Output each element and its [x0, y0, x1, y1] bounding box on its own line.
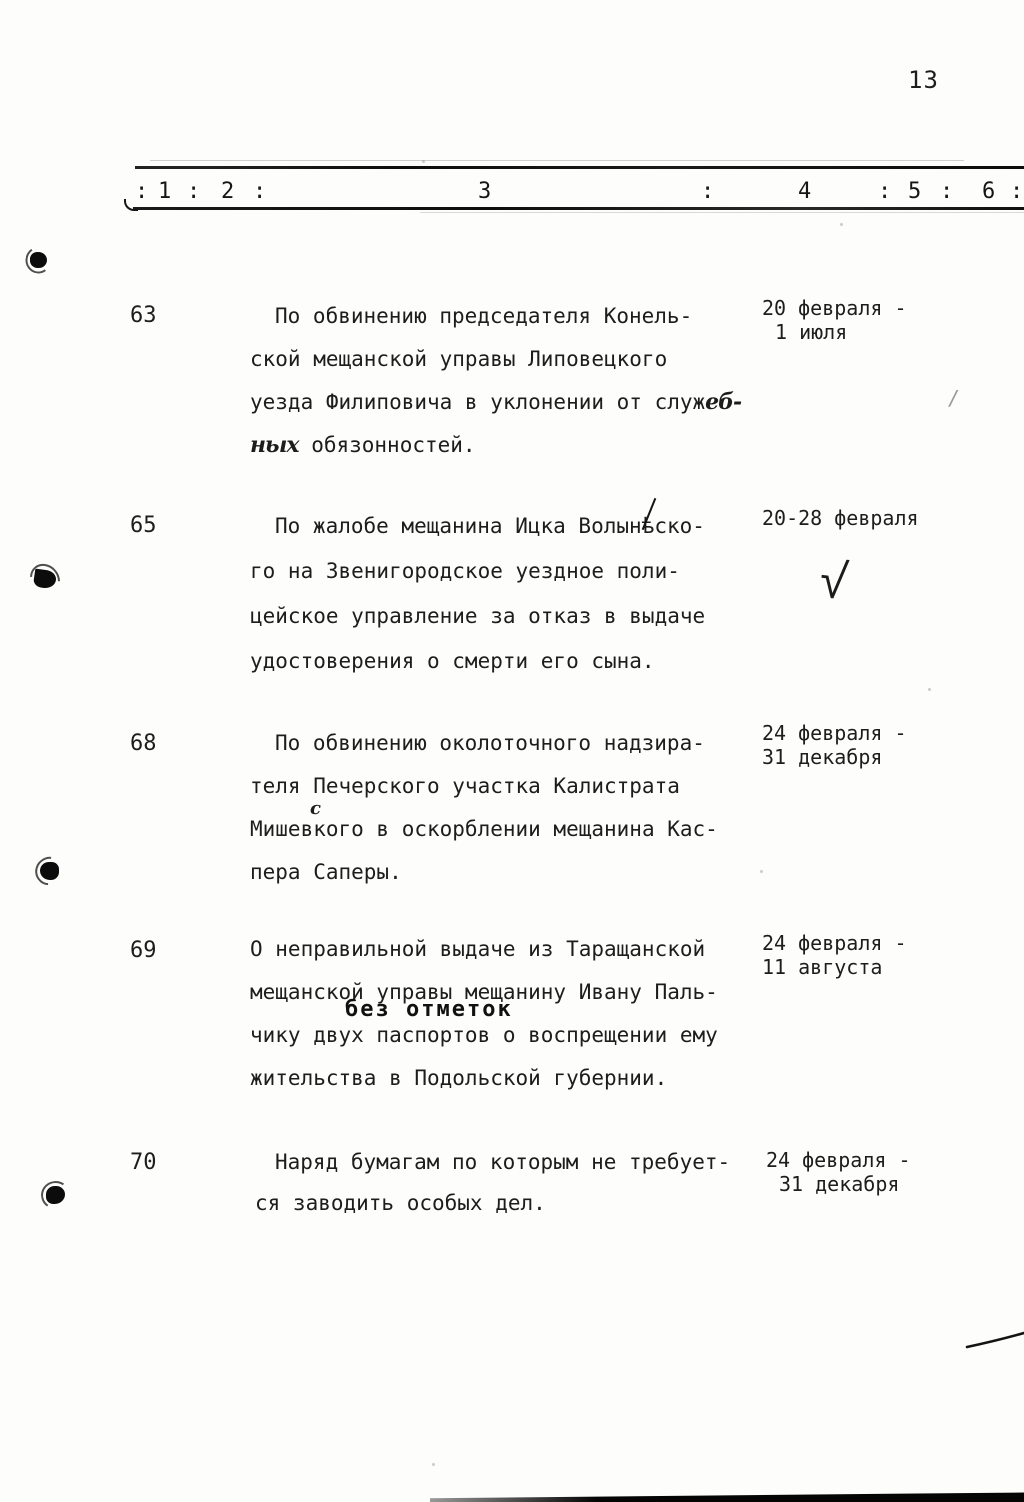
- entry-65-number: 65: [130, 513, 157, 538]
- entry-65-date: 20-28 февраля: [762, 506, 919, 530]
- entry-70-text: [250, 1142, 730, 1224]
- entry-63-line4: ных обязонностей.: [250, 432, 476, 458]
- entry-65-line3: цейское управление за отказ в выдаче: [250, 604, 706, 628]
- entry-69-dates: [762, 931, 962, 979]
- header-col-2: 2: [221, 179, 235, 204]
- entry-63-date-start: 20 февраля -: [762, 296, 907, 320]
- entry-69-line4: жительства в Подольской губернии.: [250, 1066, 668, 1090]
- entry-63-text: [250, 295, 742, 467]
- entry-68-line3: Мишев с кого в оскорблении мещанина Кас-: [250, 808, 730, 851]
- entry-63-date-end: 1 июля: [775, 320, 848, 344]
- header-colon: :: [253, 179, 267, 204]
- entry-70-date-end: 31 декабря: [779, 1172, 900, 1196]
- entry-65-line2: го на Звенигородское уездное поли-: [250, 559, 680, 583]
- table-bottom-rule-ghost: [420, 212, 1024, 213]
- ink-blot: [30, 252, 47, 268]
- scan-speck: [840, 223, 843, 226]
- entry-65-line1: По жалобе мещанина Ицка Волынѣ ско-: [250, 504, 730, 549]
- entry-63-line2: ской мещанской управы Липовецкого: [250, 347, 668, 371]
- entry-69-line2: мещанской управы мещанину Ивану Паль-: [250, 980, 718, 1004]
- entry-68-line1: По обвинению околоточного надзира-: [275, 731, 705, 755]
- entry-68-dates: [762, 721, 962, 769]
- header-colon: :: [135, 179, 149, 204]
- page-number: 13: [908, 66, 939, 94]
- header-col-1: 1: [158, 179, 172, 204]
- header-colon: :: [701, 179, 715, 204]
- ink-blot: [40, 862, 59, 880]
- struck-letter: ѣ: [642, 504, 655, 549]
- entry-65-dates: [762, 506, 962, 530]
- ink-blot: [46, 1186, 65, 1204]
- table-top-rule-ghost: [150, 160, 964, 161]
- entry-68-line2: теля Печерского участка Калистрата: [250, 774, 680, 798]
- checkmark: √: [817, 550, 851, 612]
- entry-68-date-end: 31 декабря: [762, 745, 883, 769]
- entry-68-date-start: 24 февраля -: [762, 721, 907, 745]
- header-col-4: 4: [798, 179, 812, 204]
- scan-edge-strip: [430, 1492, 1024, 1502]
- header-colon: :: [940, 179, 954, 204]
- entry-70-line1: Наряд бумагам по которым не требует-: [275, 1150, 731, 1174]
- entry-63-line1: По обвинению председателя Конель-: [275, 304, 693, 328]
- entry-69-date-end: 11 августа: [762, 955, 883, 979]
- header-colon: :: [1010, 179, 1024, 204]
- header-colon: :: [187, 179, 201, 204]
- entry-63-line3: уезда Филиповича в уклонении от служеб-: [250, 389, 742, 415]
- entry-70-line2: ся заводить особых дел.: [255, 1191, 546, 1215]
- scan-speck: [928, 688, 931, 691]
- entry-70-date-start: 24 февраля -: [766, 1148, 911, 1172]
- table-top-rule: [135, 166, 1024, 169]
- scan-speck: [432, 1463, 435, 1466]
- handwritten-insert-letter: с: [310, 798, 321, 819]
- entry-63-dates: [762, 296, 962, 344]
- entry-63-number: 63: [130, 303, 157, 328]
- entry-68-number: 68: [130, 731, 157, 756]
- entry-70-dates: [766, 1148, 966, 1196]
- scan-speck: [760, 870, 763, 873]
- entry-70-number: 70: [130, 1150, 157, 1175]
- entry-65-text: [250, 504, 730, 684]
- entry-65-line4: удостоверения о смерти его сына.: [250, 649, 655, 673]
- handwritten-correction: еб-: [705, 389, 742, 415]
- entry-69-date-start: 24 февраля -: [762, 931, 907, 955]
- typed-insert-note: без отметок: [345, 997, 513, 1022]
- entry-69-number: 69: [130, 938, 157, 963]
- ink-blot: [33, 569, 57, 590]
- header-col-3: 3: [478, 179, 492, 204]
- margin-slash-mark: /: [948, 386, 961, 410]
- entry-68-text: [250, 722, 730, 894]
- handwritten-correction: ных: [250, 432, 299, 458]
- entry-69-line1: О неправильной выдаче из Таращанской: [250, 937, 706, 961]
- header-col-5: 5: [908, 179, 922, 204]
- scan-speck: [422, 160, 425, 163]
- entry-69-line3: чику двух паспортов о воспрещении ему: [250, 1023, 718, 1047]
- table-bottom-rule: [133, 207, 1024, 210]
- header-col-6: 6: [982, 179, 996, 204]
- header-colon: :: [878, 179, 892, 204]
- entry-68-line4: пера Саперы.: [250, 860, 402, 884]
- pen-stroke-mark: [965, 1326, 1024, 1352]
